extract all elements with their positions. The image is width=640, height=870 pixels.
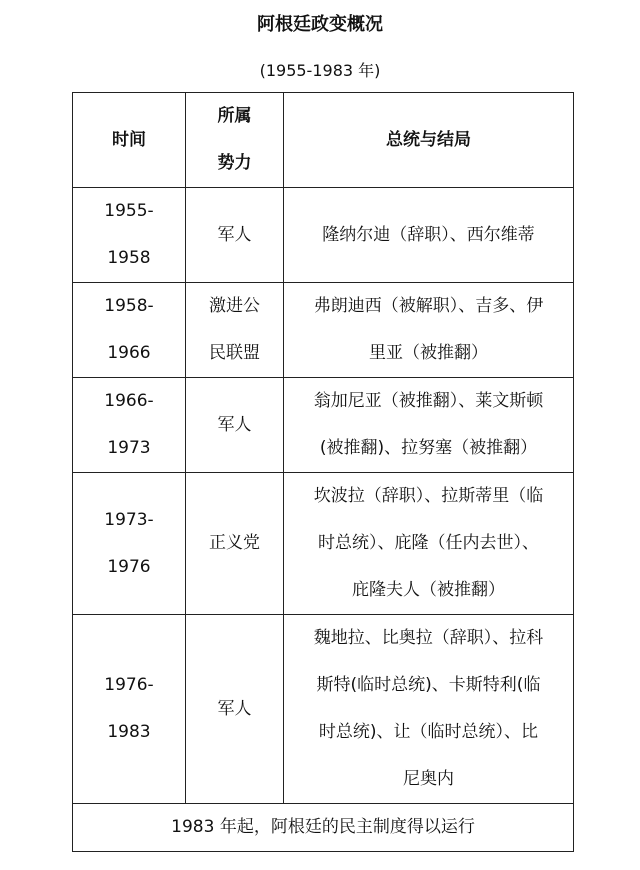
cell-period: 1966- 1973 (73, 378, 186, 473)
table-row (73, 378, 574, 473)
header-time: 时间 (73, 93, 186, 188)
table-row (73, 188, 574, 283)
cell-presidents: 魏地拉、比奥拉（辞职）、拉科 斯特(临时总统)、卡斯特利(临 时总统)、让（临时总统）、比 尼奥内 (284, 615, 574, 804)
cell-period: 1976- 1983 (73, 615, 186, 804)
cell-presidents: 弗朗迪西（被解职）、吉多、伊 里亚（被推翻） (284, 283, 574, 378)
cell-faction: 正义党 (186, 473, 284, 615)
table-footer-row (73, 804, 574, 852)
cell-faction: 军人 (186, 615, 284, 804)
document-subtitle: (1955-1983 年) (259, 61, 381, 80)
cell-presidents: 隆纳尔迪（辞职）、西尔维蒂 (284, 188, 574, 283)
table-row (73, 473, 574, 615)
cell-faction: 军人 (186, 378, 284, 473)
document-title: 阿根廷政变概况 (257, 14, 383, 35)
table-row (73, 283, 574, 378)
coup-table (72, 92, 574, 852)
cell-period: 1958- 1966 (73, 283, 186, 378)
cell-faction: 激进公 民联盟 (186, 283, 284, 378)
cell-period: 1973- 1976 (73, 473, 186, 615)
table-row (73, 615, 574, 804)
footer-note: 1983 年起，阿根廷的民主制度得以运行 (73, 804, 574, 852)
cell-faction: 军人 (186, 188, 284, 283)
cell-presidents: 翁加尼亚（被推翻）、莱文斯顿 (被推翻)、拉努塞（被推翻） (284, 378, 574, 473)
cell-period: 1955- 1958 (73, 188, 186, 283)
cell-presidents: 坎波拉（辞职）、拉斯蒂里（临 时总统）、庇隆（任内去世）、 庇隆夫人（被推翻） (284, 473, 574, 615)
header-presidents: 总统与结局 (284, 93, 574, 188)
table-header-row (73, 93, 574, 188)
header-faction: 所属 势力 (186, 93, 284, 188)
